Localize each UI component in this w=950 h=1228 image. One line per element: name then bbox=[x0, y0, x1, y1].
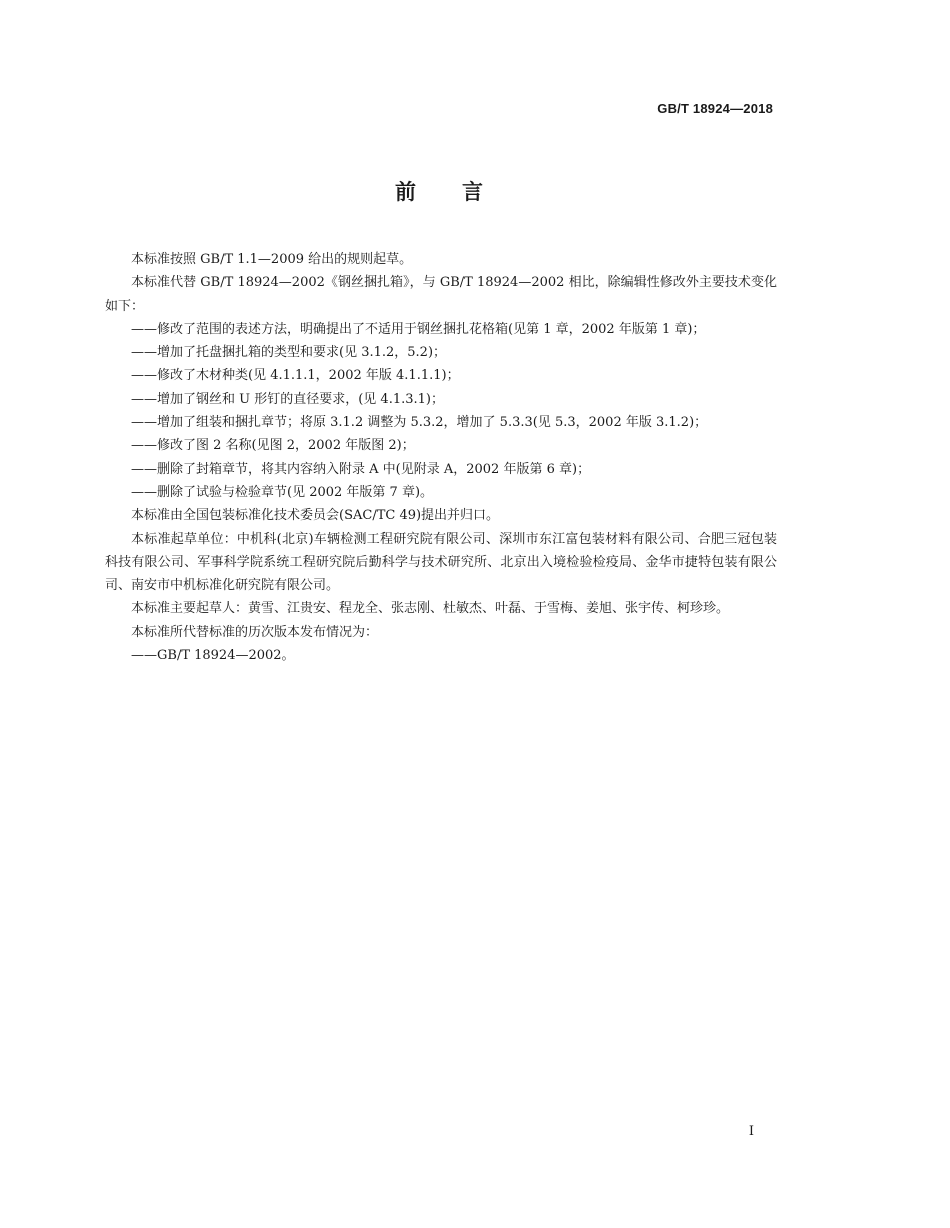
list-item: ——增加了托盘捆扎箱的类型和要求(见 3.1.2，5.2)； bbox=[131, 345, 447, 361]
standard-code: GB/T 18924—2018 bbox=[657, 101, 773, 116]
history-intro-paragraph: 本标准所代替标准的历次版本发布情况为： bbox=[131, 624, 379, 640]
list-item: ——修改了图 2 名称(见图 2，2002 年版图 2)； bbox=[131, 438, 415, 454]
list-item: ——增加了组装和捆扎章节；将原 3.1.2 调整为 5.3.2，增加了 5.3.3(见 5.3，2002 年版 3.1.2)； bbox=[131, 415, 708, 431]
committee-paragraph: 本标准由全国包装标准化技术委员会(SAC/TC 49)提出并归口。 bbox=[131, 508, 500, 524]
list-item: ——删除了试验与检验章节(见 2002 年版第 7 章)。 bbox=[131, 484, 434, 500]
list-item: ——GB/T 18924—2002。 bbox=[131, 648, 295, 664]
foreword-body bbox=[105, 248, 777, 667]
list-item: ——增加了钢丝和 U 形钉的直径要求，(见 4.1.3.1)； bbox=[131, 391, 444, 407]
history-list bbox=[105, 644, 777, 667]
drafting-units-paragraph: 本标准起草单位：中机科(北京)车辆检测工程研究院有限公司、深圳市东江富包装材料有限公司、合肥三冠包装科技有限公司、军事科学院系统工程研究院后勤科学与技术研究所、北京出入境检验检疫局、金华市捷特包装有限公司、南安市中机标准化研究院有限公司。 bbox=[105, 531, 777, 594]
list-item: ——修改了木材种类(见 4.1.1.1，2002 年版 4.1.1.1)； bbox=[131, 368, 460, 384]
replacement-paragraph: 本标准代替 GB/T 18924—2002《钢丝捆扎箱》，与 GB/T 18924—2002 相比，除编辑性修改外主要技术变化如下： bbox=[105, 275, 777, 314]
changes-list bbox=[105, 318, 777, 504]
list-item: ——删除了封箱章节，将其内容纳入附录 A 中(见附录 A，2002 年版第 6 章)； bbox=[131, 461, 591, 477]
list-item: ——修改了范围的表述方法，明确提出了不适用于钢丝捆扎花格箱(见第 1 章，2002 年版第 1 章)； bbox=[131, 321, 706, 337]
page-title: 前言 bbox=[395, 180, 529, 204]
drafters-paragraph: 本标准主要起草人：黄雪、江贵安、程龙全、张志刚、杜敏杰、叶磊、于雪梅、姜旭、张宇传、柯珍珍。 bbox=[131, 601, 730, 617]
drafting-rules-paragraph: 本标准按照 GB/T 1.1—2009 给出的规则起草。 bbox=[131, 252, 413, 267]
page-number: I bbox=[748, 1124, 754, 1139]
